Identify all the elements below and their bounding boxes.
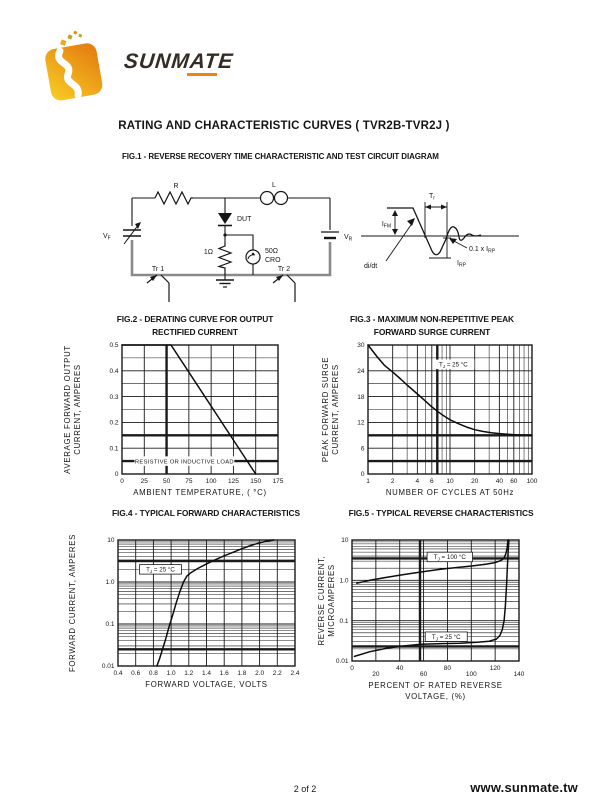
svg-text:0: 0 bbox=[360, 471, 365, 479]
transistor-tr1 bbox=[147, 275, 169, 302]
svg-text:1.6: 1.6 bbox=[219, 670, 229, 677]
svg-text:24: 24 bbox=[357, 368, 365, 375]
svg-text:20: 20 bbox=[471, 478, 479, 485]
label-L: L bbox=[272, 182, 276, 189]
fig3-title: FIG.3 - MAXIMUM NON-REPETITIVE PEAK FORWARD SURGE CURRENT bbox=[349, 314, 514, 337]
svg-text:CURRENT, AMPERES: CURRENT, AMPERES bbox=[73, 364, 82, 455]
cro-scope bbox=[246, 250, 260, 264]
svg-text:PEAK FORWARD SURGE: PEAK FORWARD SURGE bbox=[321, 356, 330, 463]
resistor-R bbox=[155, 192, 193, 204]
svg-text:10: 10 bbox=[107, 537, 115, 545]
svg-text:TJ = 25 °C: $T_J = 25$ °C bbox=[146, 566, 175, 575]
inductor-L2 bbox=[275, 192, 288, 205]
recovery-waveform bbox=[361, 193, 519, 270]
brand-accent-bar bbox=[187, 73, 217, 76]
fig2-title: FIG.2 - DERATING CURVE FOR OUTPUT RECTIFIED CURRENT bbox=[116, 314, 274, 337]
svg-text:RESISTIVE OR INDUCTIVE LOAD: RESISTIVE OR INDUCTIVE LOAD bbox=[134, 459, 234, 466]
svg-text:TJ = 25 °C: $T_J = 25$ °C bbox=[431, 633, 461, 642]
resistor-1ohm bbox=[219, 242, 231, 275]
svg-text:30: 30 bbox=[357, 342, 365, 350]
svg-text:40: 40 bbox=[495, 478, 503, 485]
label-Tr2: Tr 2 bbox=[277, 266, 291, 273]
website-url: www.sunmate.tw bbox=[470, 780, 578, 795]
label-VF: $V_F$ bbox=[103, 233, 111, 242]
svg-text:MICROAMPERES: MICROAMPERES bbox=[327, 564, 336, 637]
svg-text:80: 80 bbox=[443, 665, 452, 672]
fig5-reverse-chart bbox=[315, 528, 585, 713]
svg-text:6: 6 bbox=[429, 478, 434, 485]
svg-text:0.01: 0.01 bbox=[335, 658, 349, 666]
fig1-caption: FIG.1 - REVERSE RECOVERY TIME CHARACTERISTIC AND TEST CIRCUIT DIAGRAM bbox=[122, 152, 439, 161]
svg-text:0.2: 0.2 bbox=[109, 419, 119, 427]
fig4-forward-chart bbox=[60, 528, 315, 703]
fig2-derating-chart bbox=[55, 338, 305, 513]
svg-text:4: 4 bbox=[415, 478, 420, 485]
svg-text:0: 0 bbox=[350, 665, 354, 672]
svg-text:150: 150 bbox=[250, 478, 262, 485]
svg-text:PERCENT OF RATED REVERSE: PERCENT OF RATED REVERSE bbox=[368, 681, 503, 690]
svg-text:0.8: 0.8 bbox=[148, 670, 158, 677]
page-number: 2 of 2 bbox=[293, 784, 317, 794]
svg-text:VOLTAGE, (%): VOLTAGE, (%) bbox=[405, 692, 466, 701]
svg-text:1.8: 1.8 bbox=[237, 670, 247, 677]
logo-square bbox=[44, 42, 104, 102]
svg-text:50: 50 bbox=[162, 478, 171, 485]
svg-text:CURRENT, AMPERES: CURRENT, AMPERES bbox=[331, 364, 340, 455]
svg-text:18: 18 bbox=[357, 393, 365, 401]
dut-diode bbox=[218, 213, 232, 224]
svg-text:60: 60 bbox=[510, 478, 518, 485]
svg-text:0.1: 0.1 bbox=[109, 445, 119, 453]
svg-text:175: 175 bbox=[272, 478, 284, 485]
label-DUT: DUT bbox=[237, 216, 252, 223]
label-didt: di/dt bbox=[364, 263, 378, 270]
label-trr: $T_r$ bbox=[429, 193, 435, 202]
label-50ohm: 50Ω bbox=[265, 248, 279, 255]
svg-text:10: 10 bbox=[341, 537, 349, 545]
svg-text:0.4: 0.4 bbox=[113, 670, 123, 677]
svg-text:0.1: 0.1 bbox=[339, 617, 349, 625]
svg-text:10: 10 bbox=[446, 478, 454, 485]
svg-text:0.01: 0.01 bbox=[101, 663, 115, 671]
label-irp: $I_{RP}$ bbox=[457, 260, 466, 269]
label-R: R bbox=[173, 183, 179, 190]
svg-text:TJ = 25 °C: $T_J = 25$ °C bbox=[439, 361, 468, 370]
svg-text:25: 25 bbox=[140, 478, 148, 485]
svg-text:0: 0 bbox=[114, 471, 119, 479]
fig1-circuit-diagram bbox=[95, 180, 525, 310]
svg-text:AVERAGE FORWARD OUTPUT: AVERAGE FORWARD OUTPUT bbox=[63, 345, 72, 474]
svg-text:0.6: 0.6 bbox=[131, 670, 141, 677]
brand-wordmark: SUNMATE bbox=[122, 50, 235, 73]
transistor-tr2 bbox=[273, 275, 295, 302]
svg-text:REVERSE CURRENT,: REVERSE CURRENT, bbox=[317, 555, 326, 646]
svg-text:1.0: 1.0 bbox=[166, 670, 176, 677]
ground-symbol bbox=[216, 275, 234, 287]
svg-text:1.0: 1.0 bbox=[339, 577, 349, 585]
svg-text:12: 12 bbox=[357, 419, 365, 427]
svg-text:100: 100 bbox=[465, 671, 477, 678]
svg-text:2.4: 2.4 bbox=[290, 670, 300, 677]
svg-text:20: 20 bbox=[372, 671, 380, 678]
svg-text:0.5: 0.5 bbox=[109, 342, 119, 350]
svg-text:120: 120 bbox=[489, 665, 501, 672]
svg-text:40: 40 bbox=[396, 665, 404, 672]
svg-text:125: 125 bbox=[227, 478, 239, 485]
svg-text:AMBIENT TEMPERATURE, ( °C): AMBIENT TEMPERATURE, ( °C) bbox=[133, 488, 267, 497]
svg-text:0: 0 bbox=[120, 478, 124, 485]
page-title: RATING AND CHARACTERISTIC CURVES ( TVR2B-TVR2J ) bbox=[118, 120, 450, 132]
label-Tr1: Tr 1 bbox=[151, 266, 165, 273]
svg-text:0.1: 0.1 bbox=[105, 621, 115, 629]
fig3-surge-chart bbox=[315, 338, 585, 513]
label-01irp: 0.1 x $I_{RP}$ bbox=[469, 246, 496, 255]
svg-text:2: 2 bbox=[390, 478, 395, 485]
svg-text:2.2: 2.2 bbox=[272, 670, 282, 677]
svg-text:0.3: 0.3 bbox=[109, 393, 119, 401]
sunmate-logo bbox=[34, 28, 112, 106]
label-1ohm: 1Ω bbox=[203, 249, 213, 256]
svg-text:0.4: 0.4 bbox=[109, 368, 119, 375]
svg-text:75: 75 bbox=[185, 478, 193, 485]
fig4-title: FIG.4 - TYPICAL FORWARD CHARACTERISTICS bbox=[112, 508, 300, 518]
svg-text:100: 100 bbox=[205, 478, 217, 485]
svg-text:NUMBER OF CYCLES AT 50Hz: NUMBER OF CYCLES AT 50Hz bbox=[385, 488, 515, 497]
inductor-L bbox=[261, 192, 274, 205]
svg-text:140: 140 bbox=[513, 671, 525, 678]
svg-text:6: 6 bbox=[360, 445, 365, 453]
logo-sparkles bbox=[60, 31, 82, 46]
label-CRO: CRO bbox=[265, 257, 281, 264]
svg-text:1: 1 bbox=[366, 478, 370, 485]
fig5-title: FIG.5 - TYPICAL REVERSE CHARACTERISTICS bbox=[348, 508, 534, 518]
svg-text:FORWARD VOLTAGE, VOLTS: FORWARD VOLTAGE, VOLTS bbox=[145, 680, 268, 689]
svg-text:1.0: 1.0 bbox=[105, 579, 115, 587]
svg-text:100: 100 bbox=[526, 478, 538, 485]
svg-text:FORWARD CURRENT, AMPERES: FORWARD CURRENT, AMPERES bbox=[68, 533, 77, 673]
label-ifm: $I_{FM}$ bbox=[381, 221, 391, 230]
svg-text:1.4: 1.4 bbox=[201, 670, 212, 677]
svg-text:TJ = 100 °C: $T_J = 100$ °C bbox=[433, 554, 466, 562]
label-VR: $V_R$ bbox=[344, 234, 353, 243]
svg-text:60: 60 bbox=[419, 671, 428, 678]
svg-text:2.0: 2.0 bbox=[255, 670, 265, 677]
svg-text:1.2: 1.2 bbox=[184, 670, 194, 677]
